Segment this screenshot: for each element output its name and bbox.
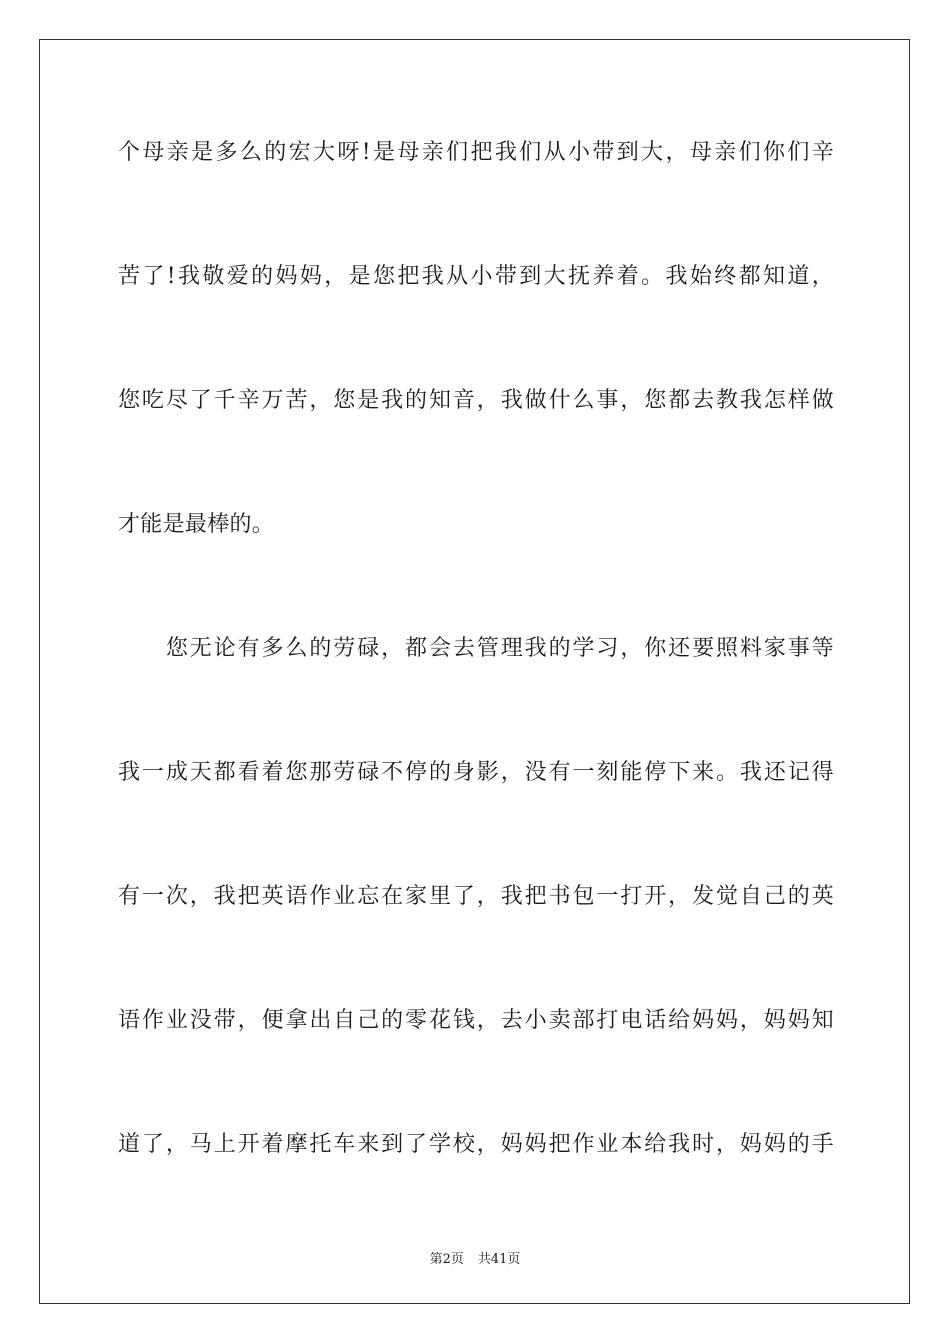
text-line-2: 苦了!我敬爱的妈妈，是您把我从小带到大抚养着。我始终都知道，	[118, 264, 834, 289]
text-line-1: 个母亲是多么的宏大呀!是母亲们把我们从小带到大，母亲们你们辛	[118, 140, 834, 165]
text-line-6: 我一成天都看着您那劳碌不停的身影，没有一刻能停下来。我还记得	[118, 760, 834, 785]
document-body	[118, 128, 834, 1244]
page-footer	[0, 1248, 950, 1267]
text-line-7: 有一次，我把英语作业忘在家里了，我把书包一打开，发觉自己的英	[118, 884, 834, 909]
text-line-9: 道了，马上开着摩托车来到了学校，妈妈把作业本给我时，妈妈的手	[118, 1132, 834, 1157]
total-pages: 共41页	[477, 1252, 521, 1267]
text-line-4: 才能是最棒的。	[118, 512, 275, 537]
text-line-8: 语作业没带，便拿出自己的零花钱，去小卖部打电话给妈妈，妈妈知	[118, 1008, 834, 1033]
text-line-3: 您吃尽了千辛万苦，您是我的知音，我做什么事，您都去教我怎样做	[118, 388, 834, 413]
text-line-5: 您无论有多么的劳碌，都会去管理我的学习，你还要照料家事等	[118, 636, 834, 661]
page-number: 第2页	[429, 1252, 464, 1267]
